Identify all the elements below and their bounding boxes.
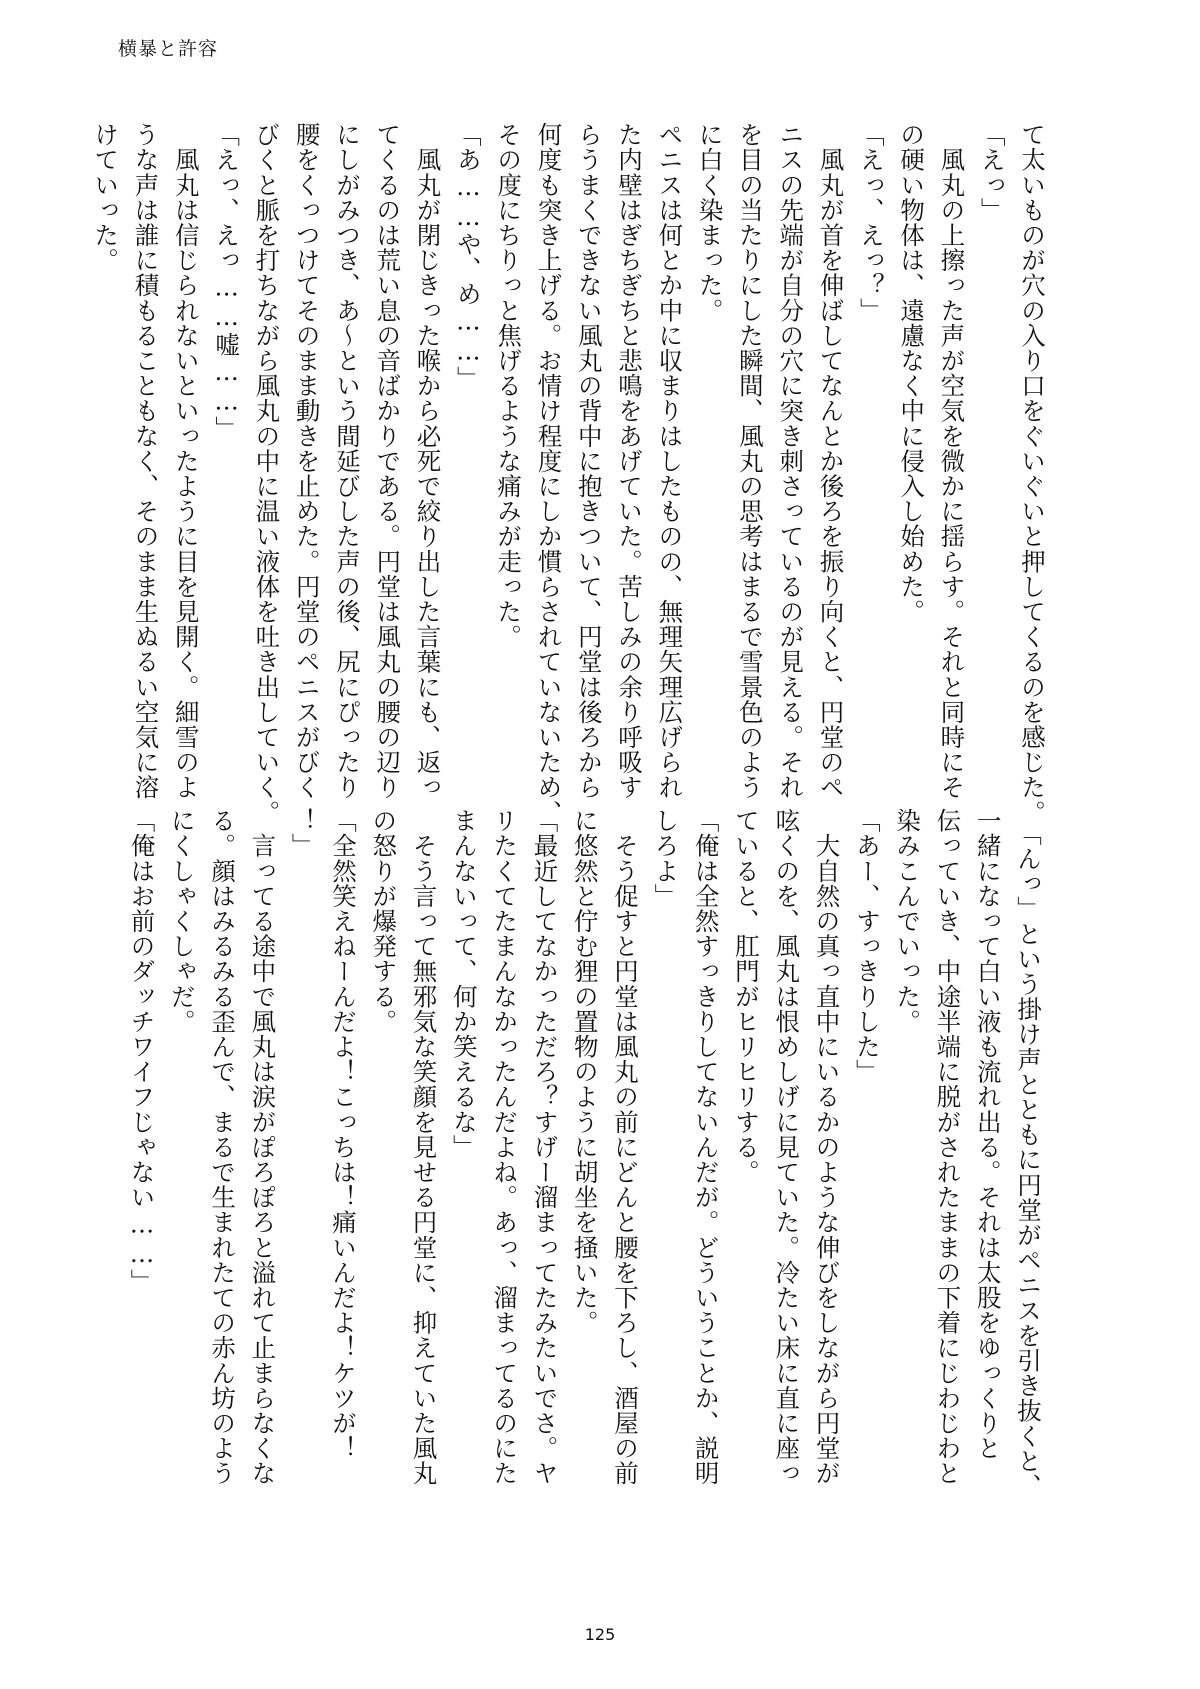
text-line: そう促すと円堂は風丸の前にどんと腰を下ろし、酒屋の前 — [611, 808, 641, 1486]
text-line: の硬い物体は、遠慮なく中に侵入し始めた。 — [897, 122, 927, 624]
text-line: 風丸は信じられないといったように目を見開く。細雪のよ — [171, 122, 201, 800]
text-line: ペニスは何とか中に収まりはしたものの、無理矢理広げられ — [655, 122, 685, 800]
text-line: 「えっ」 — [977, 122, 1007, 223]
lower-text-block — [121, 808, 1048, 1499]
text-line: 風丸が首を伸ばしてなんとか後ろを振り向くと、円堂のペ — [816, 122, 846, 800]
text-line: 「俺は全然すっきりしてないんだが。どういうことか、説明 — [691, 808, 721, 1486]
text-line: に悠然と佇む狸の置物のように胡坐を掻いた。 — [570, 808, 600, 1336]
text-line: 大自然の真っ直中にいるかのような伸びをしながら円堂が — [812, 808, 842, 1486]
text-line: にくしゃくしゃだ。 — [167, 808, 197, 1034]
text-line: リたくてたまんなかったんだよね。あっ、溜まってるのにた — [490, 808, 520, 1486]
text-line: を目の当たりにした瞬間、風丸の思考はまるで雪景色のよう — [735, 122, 765, 800]
text-line: その度にちりっと焦げるような痛みが走った。 — [494, 122, 524, 650]
text-line: に白く染まった。 — [695, 122, 725, 323]
text-line: 「んっ」という掛け声とともに円堂がペニスを引き抜くと、 — [1014, 808, 1043, 1499]
text-line: 「あー、すっきりした」 — [852, 808, 882, 1085]
text-line: そう言って無邪気な笑顔を見せる円堂に、抑えていた風丸 — [409, 808, 439, 1486]
text-line: る。顔はみるみる歪んで、まるで生まれたての赤ん坊のよう — [208, 808, 238, 1486]
text-line: ！」 — [288, 808, 318, 859]
text-line: 風丸の上擦った声が空気を微かに揺らす。それと同時にそ — [937, 122, 967, 800]
text-line: ニスの先端が自分の穴に突き刺さっているのが見える。それ — [776, 122, 806, 800]
text-line: て太いものが穴の入り口をぐいぐいと押してくるのを感じた。 — [1018, 122, 1047, 825]
text-line: 「あ……や、め……」 — [453, 122, 483, 391]
text-line: 言ってる途中で風丸は涙がぽろぽろと溢れて止まらなくな — [248, 808, 278, 1486]
text-line: 何度も突き上げる。お情け程度にしか慣らされていないため、 — [534, 122, 564, 825]
text-line: まんないって、何か笑えるな」 — [449, 808, 479, 1160]
text-line: にしがみつき、あ～という間延びした声の後、尻にぴったり — [332, 122, 362, 800]
text-line: けていった。 — [91, 122, 121, 273]
running-header: 横暴と許容 — [118, 38, 219, 60]
text-line: た内壁はぎちぎちと悲鳴をあげていた。苦しみの余り呼吸す — [615, 122, 645, 800]
text-line: 「全然笑えねーんだよ！こっちは！痛いんだよ！ケツが！ — [328, 808, 358, 1461]
text-line: の怒りが爆発する。 — [369, 808, 399, 1034]
text-line: 一緒になって白い液も流れ出る。それは太股をゆっくりと — [973, 808, 1003, 1461]
text-line: しろよ」 — [651, 808, 681, 909]
text-line: 「えっ、えっ……嘘……」 — [212, 122, 242, 442]
text-line: うな声は誰に積もることもなく、そのまま生ぬるい空気に溶 — [131, 122, 161, 800]
page-number: 125 — [584, 1625, 616, 1644]
text-line: 伝っていき、中途半端に脱がされたままの下着にじわじわと — [933, 808, 963, 1486]
text-line: 呟くのを、風丸は恨めしげに見ていた。冷たい床に直に座っ — [772, 808, 802, 1486]
text-line: らうまくできない風丸の背中に抱きついて、円堂は後ろから — [574, 122, 604, 800]
text-line: てくるのは荒い息の音ばかりである。円堂は風丸の腰の辺り — [373, 122, 403, 800]
text-line: 「えっ、えっ？」 — [856, 122, 886, 323]
text-line: ていると、肛門がヒリヒリする。 — [731, 808, 761, 1185]
text-line: 「最近してなかっただろ？すげー溜まってたみたいでさ。ヤ — [530, 808, 560, 1486]
text-line: 風丸が閉じきった喉から必死で絞り出した言葉にも、返っ — [413, 122, 443, 800]
text-line: 腰をくっつけてそのまま動きを止めた。円堂のペニスがびく — [292, 122, 322, 800]
text-line: 染みこんでいった。 — [893, 808, 923, 1034]
upper-text-block — [85, 122, 1052, 825]
text-line: びくと脈を打ちながら風丸の中に温い液体を吐き出していく。 — [252, 122, 282, 825]
text-line: 「俺はお前のダッチワイフじゃない……」 — [127, 808, 157, 1294]
